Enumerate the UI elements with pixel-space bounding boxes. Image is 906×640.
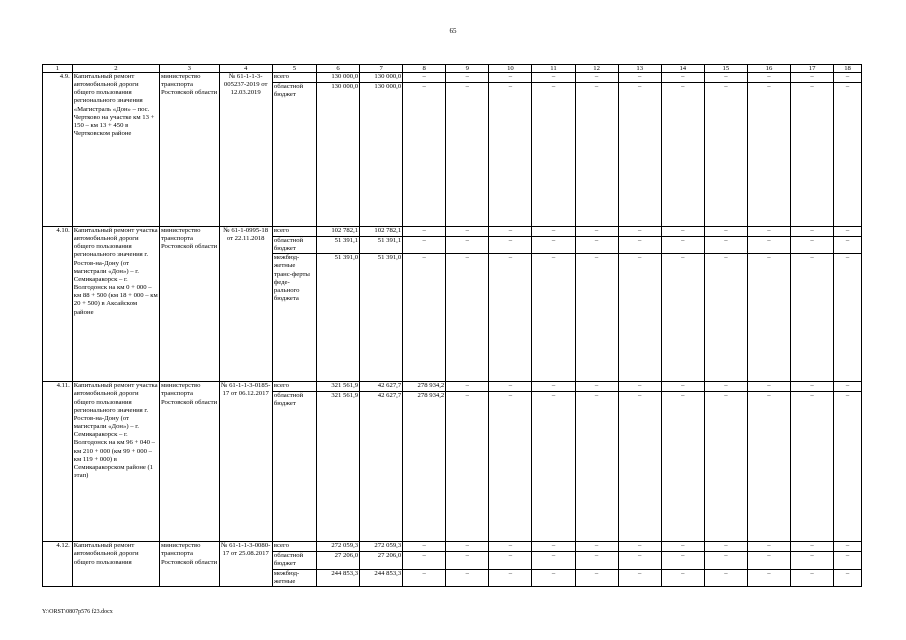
value-cell: – — [834, 227, 862, 237]
value-cell: – — [446, 552, 489, 569]
value-cell: – — [704, 542, 747, 552]
value-cell: – — [403, 83, 446, 227]
table-row — [43, 382, 862, 392]
value-cell: – — [618, 569, 661, 586]
value-cell: 244 853,3 — [360, 569, 403, 586]
value-cell: – — [532, 392, 575, 542]
value-cell: – — [791, 254, 834, 382]
value-cell: – — [618, 542, 661, 552]
value-cell: – — [661, 73, 704, 83]
value-cell: – — [489, 392, 532, 542]
item-document: № 61-1-1-3-005237-2019 от 12.03.2019 — [219, 73, 272, 227]
value-cell: – — [403, 542, 446, 552]
value-cell: – — [834, 254, 862, 382]
value-cell: – — [747, 83, 790, 227]
value-cell: – — [489, 227, 532, 237]
column-header: 11 — [532, 65, 575, 73]
column-header: 9 — [446, 65, 489, 73]
value-cell: 244 853,3 — [316, 569, 359, 586]
item-executor: министерство транспорта Ростовской области — [159, 73, 219, 227]
value-cell: – — [532, 227, 575, 237]
value-cell: – — [704, 552, 747, 569]
column-header: 3 — [159, 65, 219, 73]
value-cell: – — [575, 83, 618, 227]
value-cell: – — [489, 542, 532, 552]
column-header: 12 — [575, 65, 618, 73]
value-cell: – — [834, 237, 862, 254]
value-cell: 51 391,0 — [316, 254, 359, 382]
item-number: 4.9. — [43, 73, 73, 227]
value-cell: – — [618, 73, 661, 83]
value-cell: – — [791, 552, 834, 569]
value-cell: 51 391,1 — [316, 237, 359, 254]
funding-source: всего — [272, 227, 316, 237]
value-cell: – — [834, 73, 862, 83]
value-cell: – — [532, 237, 575, 254]
value-cell: – — [661, 569, 704, 586]
value-cell: 272 059,3 — [316, 542, 359, 552]
column-header: 18 — [834, 65, 862, 73]
value-cell: – — [661, 542, 704, 552]
value-cell: – — [446, 542, 489, 552]
value-cell: – — [618, 254, 661, 382]
item-document: № 61-1-1-3-0185-17 от 06.12.2017 — [219, 382, 272, 542]
value-cell: – — [446, 392, 489, 542]
value-cell: – — [747, 392, 790, 542]
value-cell: – — [791, 237, 834, 254]
funding-source: межбюд-жетные — [272, 569, 316, 586]
value-cell: – — [834, 569, 862, 586]
value-cell: 130 000,0 — [360, 73, 403, 83]
value-cell: – — [704, 73, 747, 83]
value-cell: – — [661, 552, 704, 569]
value-cell: – — [747, 237, 790, 254]
value-cell: – — [704, 237, 747, 254]
value-cell: – — [747, 73, 790, 83]
value-cell: – — [446, 382, 489, 392]
column-header: 8 — [403, 65, 446, 73]
value-cell: – — [661, 382, 704, 392]
funding-source: всего — [272, 542, 316, 552]
value-cell: – — [704, 83, 747, 227]
value-cell: – — [704, 382, 747, 392]
value-cell: – — [618, 382, 661, 392]
value-cell: – — [747, 542, 790, 552]
value-cell: – — [446, 237, 489, 254]
value-cell: – — [747, 552, 790, 569]
funding-source: областной бюджет — [272, 552, 316, 569]
value-cell: – — [661, 83, 704, 227]
item-name: Капитальный ремонт участка автомобильной дороги общего пользования регионального значения г. Ростов-на-Дону (от магистрали «Дон») – г. Семикаракорск – г. Волгодонск на км 96 + 040 – км 210 + 000 (км 99 + 000 – км 119 + 000) в Семикаракорском районе (1 этап) — [72, 382, 159, 542]
value-cell: 321 561,9 — [316, 382, 359, 392]
value-cell: – — [704, 227, 747, 237]
value-cell: – — [403, 569, 446, 586]
value-cell: – — [575, 227, 618, 237]
value-cell: – — [791, 392, 834, 542]
value-cell: – — [446, 227, 489, 237]
value-cell: – — [403, 254, 446, 382]
funding-source: всего — [272, 382, 316, 392]
funding-source: областной бюджет — [272, 83, 316, 227]
item-document: № 61-1-0995-18 от 22.11.2018 — [219, 227, 272, 382]
column-header: 2 — [72, 65, 159, 73]
value-cell: 130 000,0 — [316, 73, 359, 83]
value-cell: – — [834, 83, 862, 227]
column-header: 17 — [791, 65, 834, 73]
item-executor: министерство транспорта Ростовской области — [159, 382, 219, 542]
value-cell: – — [446, 254, 489, 382]
column-header: 13 — [618, 65, 661, 73]
column-number-row — [43, 65, 862, 73]
value-cell: – — [532, 73, 575, 83]
value-cell: – — [618, 392, 661, 542]
page-number: 65 — [449, 27, 457, 35]
value-cell: – — [704, 392, 747, 542]
value-cell: – — [661, 237, 704, 254]
item-executor: министерство транспорта Ростовской области — [159, 227, 219, 382]
value-cell: – — [575, 254, 618, 382]
value-cell: – — [661, 392, 704, 542]
value-cell: – — [403, 237, 446, 254]
value-cell: – — [661, 254, 704, 382]
table-row — [43, 73, 862, 83]
financing-table — [42, 64, 862, 587]
value-cell: – — [834, 392, 862, 542]
table-row — [43, 227, 862, 237]
column-header: 4 — [219, 65, 272, 73]
value-cell: – — [489, 237, 532, 254]
item-executor: министерство транспорта Ростовской области — [159, 542, 219, 587]
value-cell: – — [446, 569, 489, 586]
value-cell: – — [403, 73, 446, 83]
funding-source: областной бюджет — [272, 392, 316, 542]
value-cell: 27 206,0 — [316, 552, 359, 569]
value-cell: – — [575, 392, 618, 542]
value-cell: – — [489, 382, 532, 392]
item-name: Капитальный ремонт автомобильной дороги общего пользования регионального значения «Магистраль «Дон» – пос. Чертково на участке км 13 + 150 – км 13 + 450 в Чертковском районе — [72, 73, 159, 227]
table-body — [43, 73, 862, 587]
value-cell: 272 059,3 — [360, 542, 403, 552]
value-cell: – — [532, 382, 575, 392]
value-cell: – — [834, 382, 862, 392]
value-cell: – — [661, 227, 704, 237]
value-cell: – — [834, 552, 862, 569]
value-cell: – — [446, 73, 489, 83]
value-cell: – — [532, 552, 575, 569]
column-header: 14 — [661, 65, 704, 73]
table-row — [43, 542, 862, 552]
value-cell: – — [791, 227, 834, 237]
value-cell: – — [532, 254, 575, 382]
value-cell: 130 000,0 — [316, 83, 359, 227]
value-cell: – — [489, 552, 532, 569]
value-cell: – — [489, 254, 532, 382]
item-number: 4.10. — [43, 227, 73, 382]
item-name: Капитальный ремонт автомобильной дороги общего пользования — [72, 542, 159, 587]
column-header: 6 — [316, 65, 359, 73]
value-cell: – — [575, 237, 618, 254]
value-cell: – — [489, 569, 532, 586]
value-cell: – — [575, 552, 618, 569]
item-name: Капитальный ремонт участка автомобильной дороги общего пользования регионального значения г. Ростов-на-Дону (от магистрали «Дон») – г. Семикаракорск – г. Волгодонск на км 0 + 000 – км 88 + 500 (км 18 + 000 – км 20 + 500) в Аксайском районе — [72, 227, 159, 382]
item-number: 4.11. — [43, 382, 73, 542]
funding-source: всего — [272, 73, 316, 83]
value-cell: 27 206,0 — [360, 552, 403, 569]
value-cell: – — [618, 227, 661, 237]
value-cell: 321 561,9 — [316, 392, 359, 542]
value-cell: – — [747, 227, 790, 237]
value-cell: – — [791, 542, 834, 552]
value-cell: – — [446, 83, 489, 227]
value-cell: 42 627,7 — [360, 382, 403, 392]
value-cell: – — [403, 552, 446, 569]
value-cell: 102 782,1 — [316, 227, 359, 237]
value-cell: – — [834, 542, 862, 552]
value-cell: – — [575, 569, 618, 586]
value-cell: 102 782,1 — [360, 227, 403, 237]
value-cell: – — [489, 73, 532, 83]
column-header: 15 — [704, 65, 747, 73]
value-cell: 51 391,0 — [360, 254, 403, 382]
file-path-footer: Y:\ORST\0807p576 f23.docx — [42, 609, 113, 615]
value-cell: 51 391,1 — [360, 237, 403, 254]
value-cell: – — [532, 83, 575, 227]
value-cell: – — [575, 542, 618, 552]
value-cell: – — [791, 83, 834, 227]
value-cell: – — [791, 73, 834, 83]
value-cell: 278 934,2 — [403, 392, 446, 542]
value-cell: – — [575, 73, 618, 83]
value-cell: – — [403, 227, 446, 237]
value-cell: – — [532, 542, 575, 552]
value-cell: – — [575, 382, 618, 392]
funding-source: межбюд-жетные транс-ферты феде-рального бюджета — [272, 254, 316, 382]
column-header: 7 — [360, 65, 403, 73]
column-header: 5 — [272, 65, 316, 73]
value-cell: – — [747, 254, 790, 382]
item-document: № 61-1-1-3-0080-17 от 25.08.2017 — [219, 542, 272, 587]
funding-source: областной бюджет — [272, 237, 316, 254]
value-cell: 42 627,7 — [360, 392, 403, 542]
value-cell: – — [704, 254, 747, 382]
value-cell: 130 000,0 — [360, 83, 403, 227]
value-cell: – — [532, 569, 575, 586]
value-cell: – — [791, 382, 834, 392]
value-cell: – — [618, 237, 661, 254]
column-header: 10 — [489, 65, 532, 73]
value-cell: – — [791, 569, 834, 586]
value-cell: – — [489, 83, 532, 227]
value-cell: – — [747, 382, 790, 392]
value-cell: – — [747, 569, 790, 586]
column-header: 1 — [43, 65, 73, 73]
value-cell: – — [618, 83, 661, 227]
column-header: 16 — [747, 65, 790, 73]
item-number: 4.12. — [43, 542, 73, 587]
value-cell: 278 934,2 — [403, 382, 446, 392]
value-cell: – — [618, 552, 661, 569]
value-cell: – — [704, 569, 747, 586]
